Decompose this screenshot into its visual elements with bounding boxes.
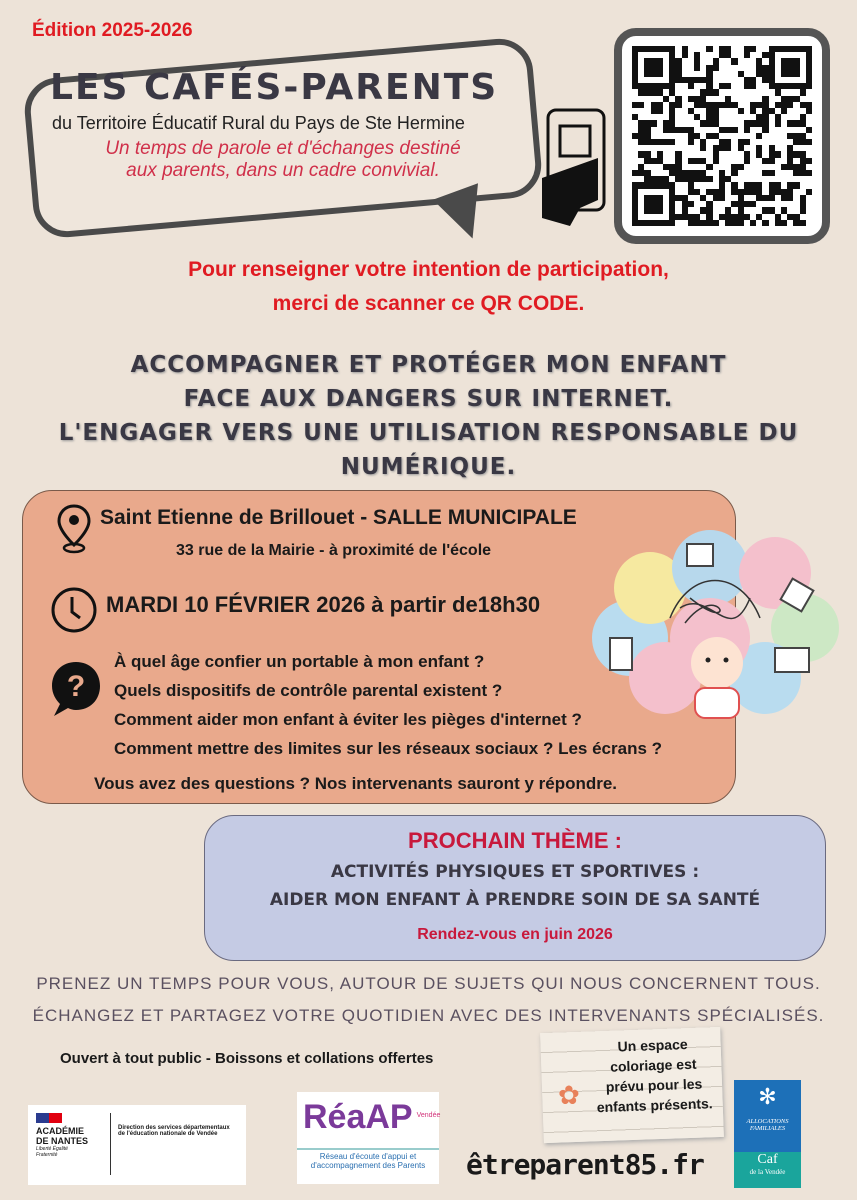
next-theme-line: AIDER MON ENFANT À PRENDRE SOIN DE SA SANTÉ [269, 890, 761, 910]
academie-name: DE NANTES [36, 1136, 89, 1146]
event-place: Saint Etienne de Brillouet - SALLE MUNICIPALE [100, 506, 577, 529]
etreparent-logo[interactable]: êtreparent85.fr [466, 1148, 704, 1181]
reaap-wordmark: RéaAP [303, 1098, 413, 1136]
tagline-line: aux parents, dans un cadre convivial. [126, 160, 440, 181]
question-item: Quels dispositifs de contrôle parental existent ? [114, 681, 503, 700]
svg-text:?: ? [66, 670, 86, 703]
reaap-region: Vendée [416, 1112, 441, 1119]
footer-line: PRENEZ UN TEMPS POUR VOUS, AUTOUR DE SUJETS QUI NOUS CONCERNENT TOUS. [36, 974, 821, 993]
academie-logo [28, 1105, 246, 1185]
clock-icon [50, 586, 98, 634]
reaap-logo [297, 1092, 439, 1184]
phone-scan-icon [540, 108, 606, 228]
caf-people-icon: ✻ [758, 1084, 777, 1109]
academie-name: ACADÉMIE [36, 1126, 85, 1136]
question-item: À quel âge confier un portable à mon enfant ? [114, 652, 485, 671]
theme-line: FACE AUX DANGERS SUR INTERNET. [183, 386, 674, 412]
event-closing: Vous avez des questions ? Nos intervenants sauront y répondre. [94, 774, 618, 793]
tagline-line: Un temps de parole et d'échanges destiné [105, 138, 461, 159]
location-pin-icon [56, 503, 92, 555]
next-theme-date: Rendez-vous en juin 2026 [417, 926, 613, 943]
question-bubble-icon [50, 660, 102, 718]
qr-prompt-line: merci de scanner ce QR CODE. [272, 292, 585, 315]
question-item: Comment aider mon enfant à éviter les pièges d'internet ? [114, 710, 582, 729]
child-screens-illustration [590, 528, 840, 728]
poster-title: LES CAFÉS-PARENTS [50, 67, 499, 108]
poster-subtitle: du Territoire Éducatif Rural du Pays de Ste Hermine [52, 113, 465, 133]
next-theme-line: ACTIVITÉS PHYSIQUES ET SPORTIVES : [330, 862, 700, 882]
caf-name: ALLOCATIONS FAMILIALES [746, 1118, 789, 1132]
open-public-note: Ouvert à tout public - Boissons et collations offertes [60, 1050, 434, 1067]
marianne-flag-icon [36, 1113, 62, 1123]
tagline [48, 138, 518, 182]
edition-label: Édition 2025-2026 [32, 20, 193, 41]
coloring-note-text: Un espace coloriage est prévu pour les enfants présents. [596, 1036, 713, 1116]
reaap-description: Réseau d'écoute d'appui et d'accompagnement des Parents [297, 1148, 439, 1172]
caf-wordmark: Caf [757, 1152, 778, 1167]
footer-line: ÉCHANGEZ ET PARTAGEZ VOTRE QUOTIDIEN AVEC DES INTERVENANTS SPÉCIALISÉS. [32, 1006, 825, 1025]
caf-region: de la Vendée [749, 1168, 786, 1176]
academie-motto: Liberté Égalité Fraternité [36, 1146, 68, 1158]
flower-icon: ✿ [558, 1080, 580, 1110]
caf-logo [734, 1080, 801, 1188]
qr-code[interactable] [614, 28, 830, 244]
next-theme-label: PROCHAIN THÈME : [408, 828, 622, 853]
event-date: MARDI 10 FÉVRIER 2026 à partir de18h30 [106, 592, 541, 617]
theme-line: NUMÉRIQUE. [340, 454, 517, 480]
theme-line: L'ENGAGER VERS UNE UTILISATION RESPONSABLE DU [58, 420, 799, 446]
academie-direction: Direction des services départementaux de l'éducation nationale de Vendée [118, 1125, 230, 1137]
event-address: 33 rue de la Mairie - à proximité de l'école [176, 542, 492, 559]
qr-prompt-line: Pour renseigner votre intention de participation, [188, 258, 669, 281]
question-item: Comment mettre des limites sur les réseaux sociaux ? Les écrans ? [114, 739, 663, 758]
theme-line: ACCOMPAGNER ET PROTÉGER MON ENFANT [130, 352, 727, 378]
